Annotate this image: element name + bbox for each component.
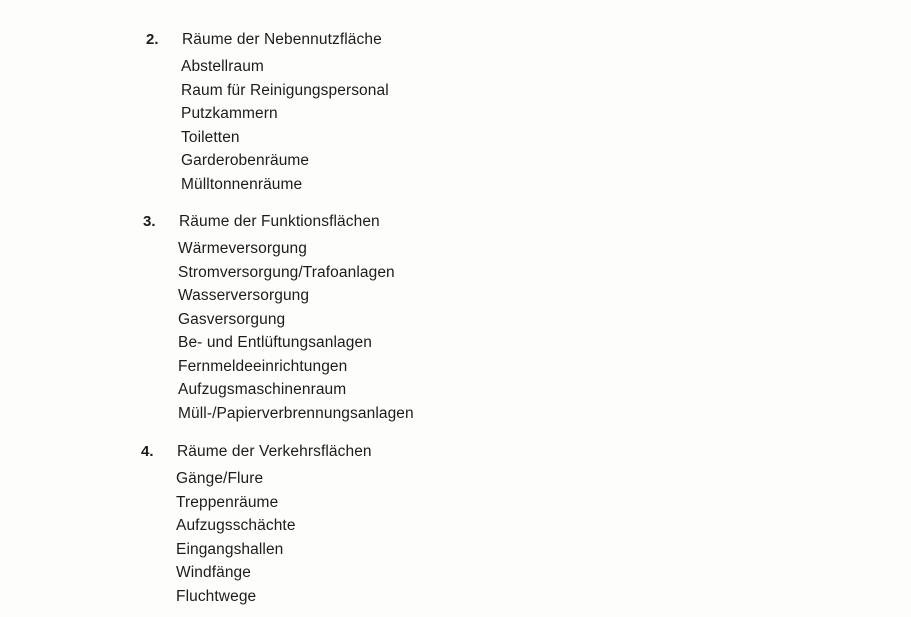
list-item: Wasserversorgung [178,287,310,304]
section-item-list [176,467,296,608]
list-item: Aufzugsschächte [176,517,296,534]
section-title: Räume der Verkehrsflächen [177,443,372,460]
list-item: Windfänge [176,564,252,581]
list-item: Raum für Reinigungspersonal [181,81,389,99]
list-item: Abstellraum [181,58,264,75]
section-item-list [181,55,389,196]
list-item: Garderobenräume [181,152,310,169]
list-item: Wärmeversorgung [178,240,307,257]
section-number: 4. [141,443,154,460]
list-item: Müll-/Papierverbrennungsanlagen [178,404,414,422]
list-item: Mülltonnenräume [181,175,303,193]
section-title: Räume der Nebennutzfläche [182,31,382,48]
list-item: Fluchtwege [176,587,257,605]
section-number: 2. [146,31,159,48]
list-item: Treppenräume [176,493,279,511]
list-item: Putzkammern [181,105,278,122]
list-item: Gänge/Flure [176,470,264,487]
list-item: Eingangshallen [176,540,284,558]
list-item: Gasversorgung [178,310,286,328]
section-title: Räume der Funktionsflächen [179,213,380,230]
list-item: Toiletten [181,128,240,146]
list-item: Fernmeldeeinrichtungen [178,357,348,375]
list-item: Be- und Entlüftungsanlagen [178,334,372,351]
list-item: Aufzugsmaschinenraum [178,381,347,398]
section-number: 3. [143,213,156,230]
section-item-list [178,237,414,425]
list-item: Stromversorgung/Trafoanlagen [178,263,395,281]
